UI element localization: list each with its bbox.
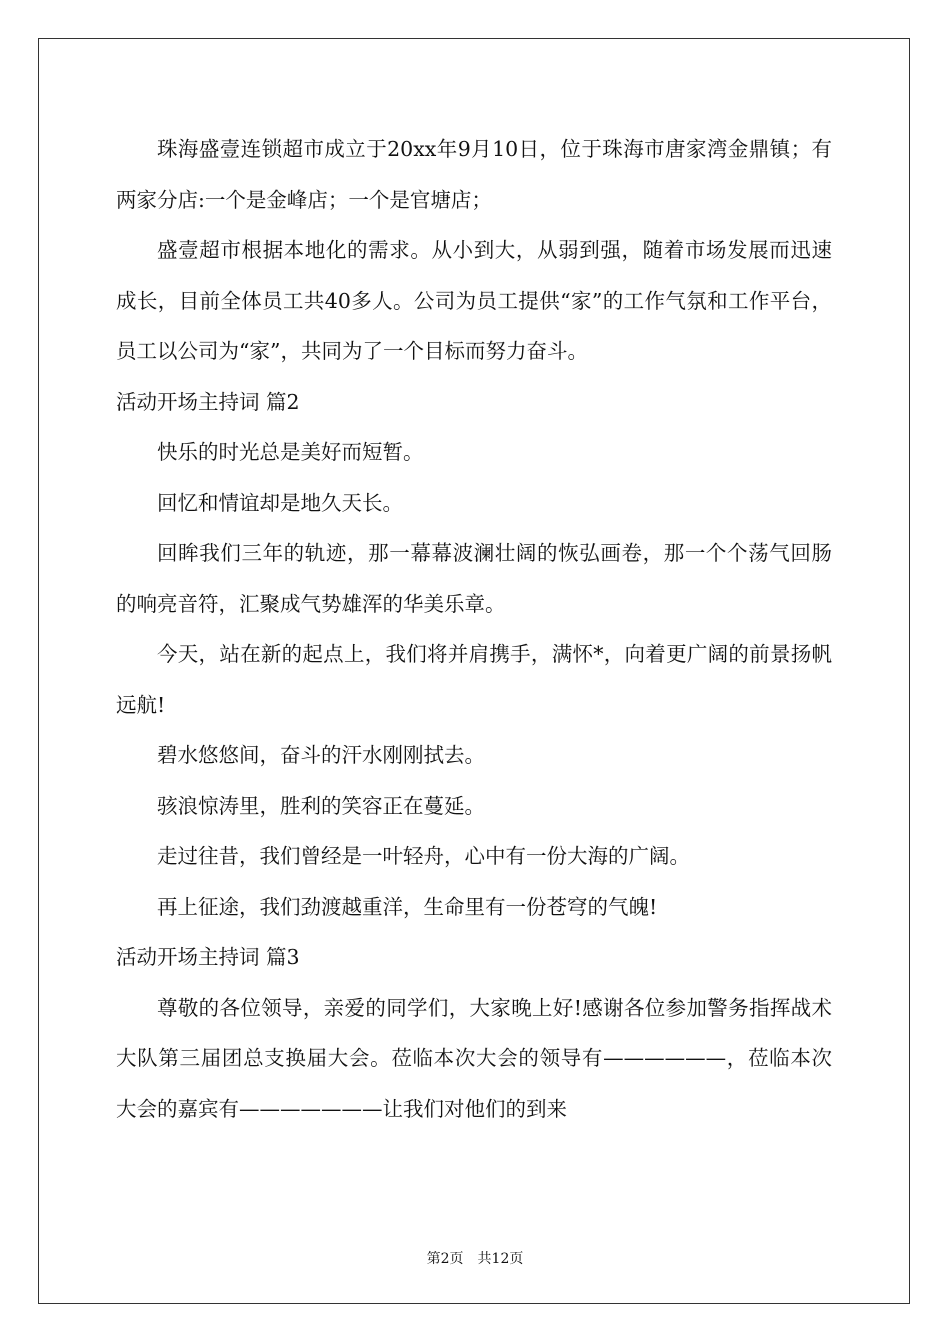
paragraph: 回忆和情谊却是地久天长。 — [157, 490, 403, 515]
document-body — [116, 124, 832, 1134]
paragraph: 珠海盛壹连锁超市成立于20xx年9月10日，位于珠海市唐家湾金鼎镇；有两家分店:一个是金峰店；一个是官塘店； — [116, 137, 832, 212]
section-heading: 活动开场主持词 篇2 — [116, 389, 300, 414]
paragraph: 碧水悠悠间，奋斗的汗水刚刚拭去。 — [157, 743, 485, 767]
paragraph: 今天，站在新的起点上，我们将并肩携手，满怀*，向着更广阔的前景扬帆远航! — [116, 642, 832, 717]
paragraph: 快乐的时光总是美好而短暂。 — [157, 440, 424, 464]
paragraph: 走过往昔，我们曾经是一叶轻舟，心中有一份大海的广阔。 — [157, 844, 690, 868]
paragraph: 骇浪惊涛里，胜利的笑容正在蔓延。 — [157, 793, 485, 818]
section-heading: 活动开场主持词 篇3 — [116, 945, 300, 969]
paragraph: 回眸我们三年的轨迹，那一幕幕波澜壮阔的恢弘画卷，那一个个荡气回肠的响亮音符，汇聚成气势雄浑的华美乐章。 — [116, 541, 832, 616]
paragraph: 盛壹超市根据本地化的需求。从小到大，从弱到强，随着市场发展而迅速成长，目前全体员工共40多人。公司为员工提供“家”的工作气氛和工作平台，员工以公司为“家”，共同为了一个目标而努力奋斗。 — [116, 238, 832, 363]
paragraph: 尊敬的各位领导，亲爱的同学们，大家晚上好!感谢各位参加警务指挥战术大队第三届团总支换届大会。莅临本次大会的领导有——————，莅临本次大会的嘉宾有———————让我们对他们的到来 — [116, 995, 832, 1121]
page-footer: 第2页 共12页 — [426, 1251, 524, 1267]
paragraph: 再上征途，我们劲渡越重洋，生命里有一份苍穹的气魄! — [157, 894, 658, 919]
